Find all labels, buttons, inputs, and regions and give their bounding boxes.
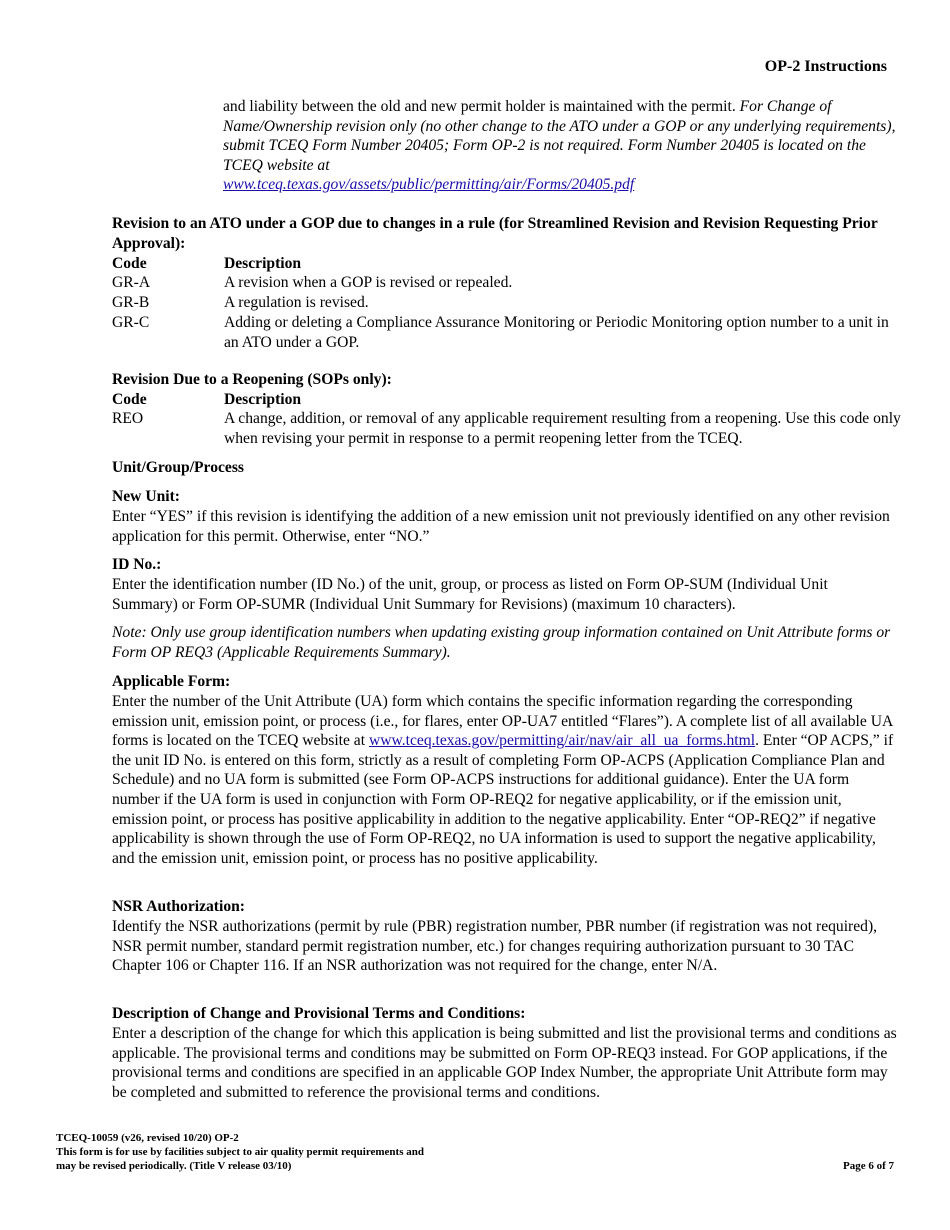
nsr-authorization-heading: NSR Authorization: bbox=[112, 898, 245, 915]
intro-italic-text: For Change of Name/Ownership revision only (no other change to the ATO under a GOP or any underlying requirements), submit TCEQ Form Number 20405; Form OP-2 is not required. Form Number 20405 is located on the TCEQ website at bbox=[223, 98, 896, 174]
code-column-header: Code bbox=[112, 391, 147, 408]
new-unit-body: Enter “YES” if this revision is identifying the addition of a new emission unit not previously identified on any other revision application for this permit. Otherwise, enter “NO.” bbox=[112, 508, 890, 545]
ua-forms-link[interactable]: www.tceq.texas.gov/permitting/air/nav/air_all_ua_forms.html bbox=[368, 732, 756, 750]
applicable-form-text-start: Enter the number of the Unit Attribute (UA) form which contains the specific information regarding the corresponding emission unit, emission point, or process (i.e., for flares, enter OP-UA7 entitled “Flares”). A complete list of all available UA forms is located on the TCEQ website at bbox=[112, 693, 893, 750]
footer-line-2: This form is for use by facilities subject to air quality permit requirements and bbox=[56, 1146, 424, 1158]
row-description: A change, addition, or removal of any applicable requirement resulting from a reopening. Use this code only when revising your permit in response to a permit reopening letter from the TCEQ. bbox=[224, 410, 901, 447]
id-no-heading: ID No.: bbox=[112, 556, 162, 573]
description-column-header: Description bbox=[224, 255, 302, 272]
page-number: Page 6 of 7 bbox=[842, 1160, 894, 1172]
page-header-title: OP-2 Instructions bbox=[764, 58, 887, 75]
intro-paragraph bbox=[223, 97, 903, 195]
row-description: A revision when a GOP is revised or repealed. bbox=[224, 274, 513, 291]
footer-form-info bbox=[56, 1131, 556, 1173]
intro-plain-text: and liability between the old and new permit holder is maintained with the permit. bbox=[223, 98, 740, 115]
description-change-body: Enter a description of the change for which this application is being submitted and list the provisional terms and conditions as applicable. The provisional terms and conditions may be submitted on Form OP-REQ3 instead. For GOP applications, if the provisional terms and conditions are specified in an applicable GOP Index Number, the appropriate Unit Attribute form may be completed and submitted to reference the provisional terms and conditions. bbox=[112, 1025, 897, 1101]
applicable-form-body bbox=[112, 692, 897, 868]
description-column-header: Description bbox=[224, 391, 302, 408]
form-20405-link[interactable]: www.tceq.texas.gov/assets/public/permitting/air/Forms/20405.pdf bbox=[223, 176, 635, 194]
gop-section-heading: Revision to an ATO under a GOP due to changes in a rule (for Streamlined Revision and Revision Requesting Prior Approval): bbox=[112, 215, 878, 252]
row-code: REO bbox=[112, 410, 144, 427]
row-description: A regulation is revised. bbox=[224, 294, 369, 311]
nsr-authorization-body: Identify the NSR authorizations (permit by rule (PBR) registration number, PBR number (if registration was not required), NSR permit number, standard permit registration number, etc.) for changes requiring authorization pursuant to 30 TAC Chapter 106 or Chapter 116. If an NSR authorization was not required for the change, enter N/A. bbox=[112, 918, 878, 975]
row-code: GR-C bbox=[112, 314, 150, 331]
row-code: GR-A bbox=[112, 274, 151, 291]
footer-line-3: may be revised periodically. (Title V release 03/10) bbox=[56, 1160, 292, 1172]
row-code: GR-B bbox=[112, 294, 150, 311]
unit-group-process-heading: Unit/Group/Process bbox=[112, 459, 244, 476]
code-column-header: Code bbox=[112, 255, 147, 272]
footer-line-1: TCEQ-10059 (v26, revised 10/20) OP-2 bbox=[56, 1132, 239, 1144]
id-no-note: Note: Only use group identification numbers when updating existing group information contained on Unit Attribute forms or Form OP REQ3 (Applicable Requirements Summary). bbox=[112, 624, 891, 661]
row-description: Adding or deleting a Compliance Assurance Monitoring or Periodic Monitoring option number to a unit in an ATO under a GOP. bbox=[224, 314, 889, 351]
applicable-form-heading: Applicable Form: bbox=[112, 673, 231, 690]
new-unit-heading: New Unit: bbox=[112, 488, 180, 505]
description-change-heading: Description of Change and Provisional Terms and Conditions: bbox=[112, 1005, 526, 1022]
reopening-section-heading: Revision Due to a Reopening (SOPs only): bbox=[112, 371, 392, 388]
id-no-body: Enter the identification number (ID No.) of the unit, group, or process as listed on Form OP-SUM (Individual Unit Summary) or Form OP-SUMR (Individual Unit Summary for Revisions) (maximum 10 characters). bbox=[112, 576, 828, 613]
applicable-form-text-end: . Enter “OP ACPS,” if the unit ID No. is entered on this form, strictly as a result of completing Form OP-ACPS (Application Compliance Plan and Schedule) and no UA form is submitted (see Form OP-ACPS instructions for additional guidance). Enter the UA form number if the UA form is used in conjunction with Form OP-REQ2 for negative applicability, or if the emission unit, emission point, or process has positive applicability in addition to the negative applicability. Enter “OP-REQ2” if negative applicability is shown through the use of Form OP-REQ2, no UA information is used to support the negative applicability, and the emission unit, emission point, or process has no positive applicability. bbox=[112, 732, 894, 867]
